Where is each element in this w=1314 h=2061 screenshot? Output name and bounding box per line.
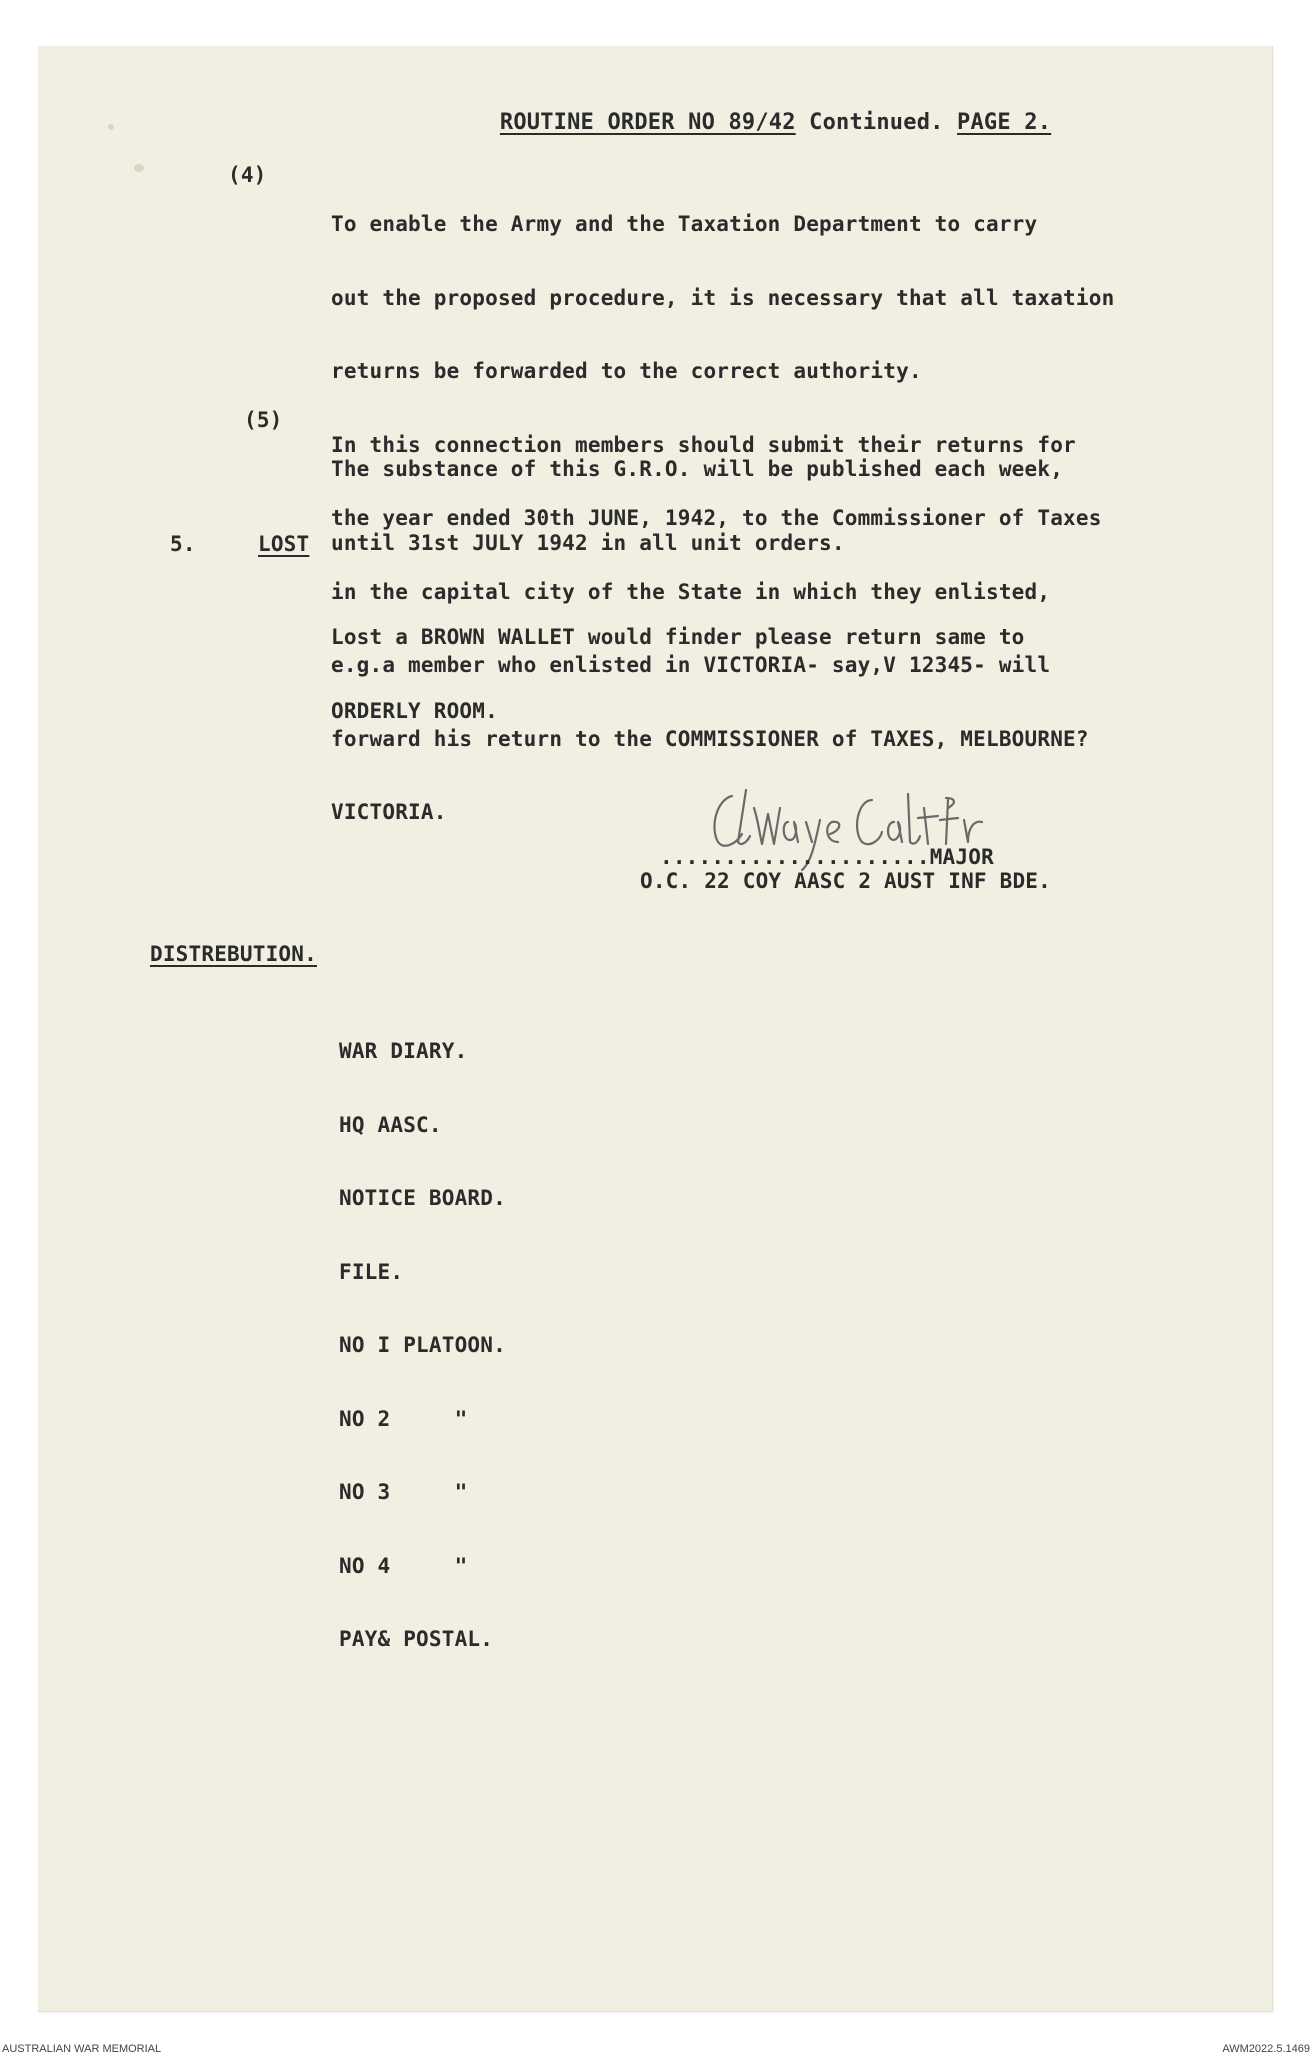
distribution-list [339, 990, 506, 1676]
para-4-line: VICTORIA. [331, 800, 447, 824]
section-5-line: ORDERLY ROOM. [331, 698, 498, 723]
paper-mark [134, 164, 144, 172]
page-header [473, 86, 1051, 135]
para-4-line: forward his return to the COMMISSIONER of TAXES, MELBOURNE? [331, 726, 1089, 751]
section-5-line: Lost a BROWN WALLET would finder please return same to [331, 625, 1025, 649]
section-5-number: 5. [170, 532, 196, 556]
distribution-item: NO 3 " [339, 1480, 468, 1504]
distribution-item: NO 2 " [339, 1406, 468, 1431]
footer-institution: AUSTRALIAN WAR MEMORIAL [2, 2043, 162, 2055]
distribution-item: FILE. [339, 1259, 404, 1284]
para-4-line: returns be forwarded to the correct authority. [331, 359, 922, 383]
signature-unit-line: O.C. 22 COY AASC 2 AUST INF BDE. [640, 869, 1051, 893]
footer-accession-number: AWM2022.5.1469 [1222, 2043, 1310, 2055]
distribution-item: NO I PLATOON. [339, 1333, 506, 1357]
para-5-number: (5) [244, 408, 283, 432]
para-4-line: the year ended 30th JUNE, 1942, to the Commissioner of Taxes [331, 506, 1102, 530]
section-5-text [331, 576, 1025, 748]
distribution-item: WAR DIARY. [339, 1039, 468, 1063]
header-continued: Continued. [809, 109, 944, 135]
para-5-line: until 31st JULY 1942 in all unit orders. [331, 530, 845, 555]
distribution-item: PAY& POSTAL. [339, 1627, 494, 1651]
paper-mark [108, 124, 114, 130]
para-4-number: (4) [228, 163, 267, 187]
signature-rank-line: .....................MAJOR [660, 845, 994, 869]
para-4-line: To enable the Army and the Taxation Department to carry [331, 212, 1038, 236]
para-4-line: in the capital city of the State in which they enlisted, [331, 579, 1051, 604]
para-4-line: e.g.a member who enlisted in VICTORIA- say,V 12345- will [331, 653, 1051, 677]
section-5-heading: LOST [258, 532, 310, 556]
distribution-item: NOTICE BOARD. [339, 1186, 506, 1210]
para-4-line: In this connection members should submit their returns for [331, 432, 1076, 457]
distribution-item: NO 4 " [339, 1553, 468, 1578]
header-page-number: PAGE 2. [957, 109, 1052, 135]
para-4-line: out the proposed procedure, it is necessary that all taxation [331, 285, 1115, 310]
para-5-text [331, 408, 1063, 580]
distribution-heading: DISTREBUTION. [150, 942, 317, 966]
header-routine-order: ROUTINE ORDER NO 89/42 [499, 109, 796, 135]
para-5-line: The substance of this G.R.O. will be published each week, [331, 457, 1064, 481]
distribution-item: HQ AASC. [339, 1112, 442, 1137]
